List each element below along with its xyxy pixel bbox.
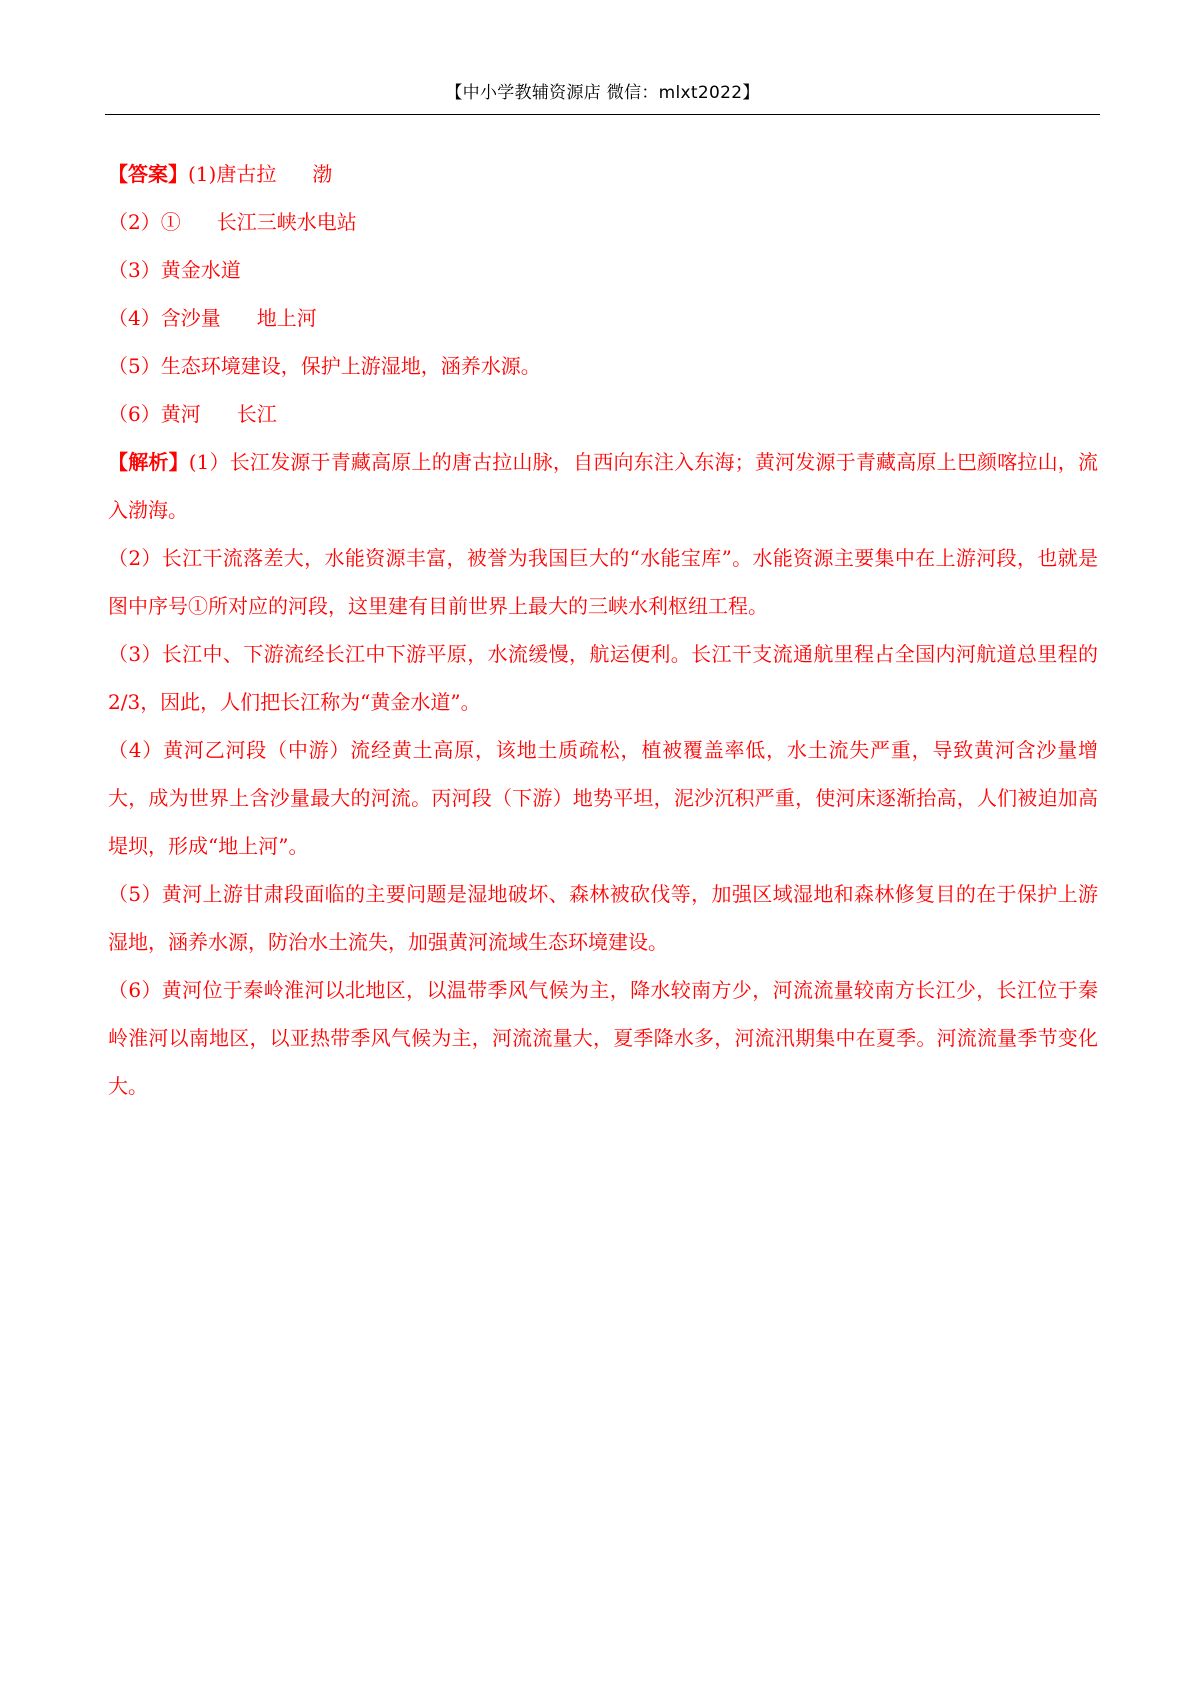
answer-line-6 [108,390,1098,438]
answer-q2-b: 长江三峡水电站 [216,210,357,234]
answer-line-2 [108,198,1098,246]
answer-line-1 [108,150,1098,198]
analysis-paragraph-6: （6）黄河位于秦岭淮河以北地区，以温带季风气候为主，降水较南方少，河流流量较南方长江少，长江位于秦岭淮河以南地区，以亚热带季风气候为主，河流流量大，夏季降水多，河流汛期集中在夏季。河流流量季节变化大。 [108,978,1098,1098]
answer-q1-label: (1) [188,162,217,186]
answer-q6-b: 长江 [236,402,277,426]
analysis-paragraph-3: （3）长江中、下游流经长江中下游平原，水流缓慢，航运便利。长江干支流通航里程占全国内河航道总里程的 2/3，因此，人们把长江称为“黄金水道”。 [108,642,1098,714]
analysis-p1-text: (1）长江发源于青藏高原上的唐古拉山脉，自西向东注入东海；黄河发源于青藏高原上巴颜喀拉山，流入渤海。 [108,450,1099,522]
answer-q4-a: 含沙量 [160,306,221,330]
answer-line-5: （5）生态环境建设，保护上游湿地，涵养水源。 [108,354,541,378]
header-divider [105,114,1100,115]
answer-tag: 【答案】 [108,162,188,186]
answer-q6-label: （6） [108,402,161,426]
answer-line-4 [108,294,1098,342]
answer-q4-b: 地上河 [256,306,317,330]
answer-q1-b: 渤 [312,162,333,186]
answer-line-3: （3）黄金水道 [108,258,241,282]
answer-section [108,150,1098,1110]
analysis-paragraph-1 [108,438,1098,534]
analysis-paragraph-2: （2）长江干流落差大，水能资源丰富，被誉为我国巨大的“水能宝库”。水能资源主要集中在上游河段，也就是图中序号①所对应的河段，这里建有目前世界上最大的三峡水利枢纽工程。 [108,546,1098,618]
answer-q2-label: （2） [108,210,161,234]
answer-q4-label: （4） [108,306,161,330]
answer-q6-a: 黄河 [160,402,201,426]
answer-q2-a: ① [160,210,181,234]
page-header: 【中小学教辅资源店 微信：mlxt2022】 [445,83,760,103]
answer-q1-a: 唐古拉 [216,162,277,186]
analysis-tag: 【解析】 [108,450,189,474]
analysis-paragraph-4: （4）黄河乙河段（中游）流经黄土高原，该地土质疏松，植被覆盖率低，水土流失严重，导致黄河含沙量增大，成为世界上含沙量最大的河流。丙河段（下游）地势平坦，泥沙沉积严重，使河床逐渐抬高，人们被迫加高堤坝，形成“地上河”。 [108,738,1098,858]
analysis-paragraph-5: （5）黄河上游甘肃段面临的主要问题是湿地破坏、森林被砍伐等，加强区域湿地和森林修复目的在于保护上游湿地，涵养水源，防治水土流失，加强黄河流域生态环境建设。 [108,882,1098,954]
